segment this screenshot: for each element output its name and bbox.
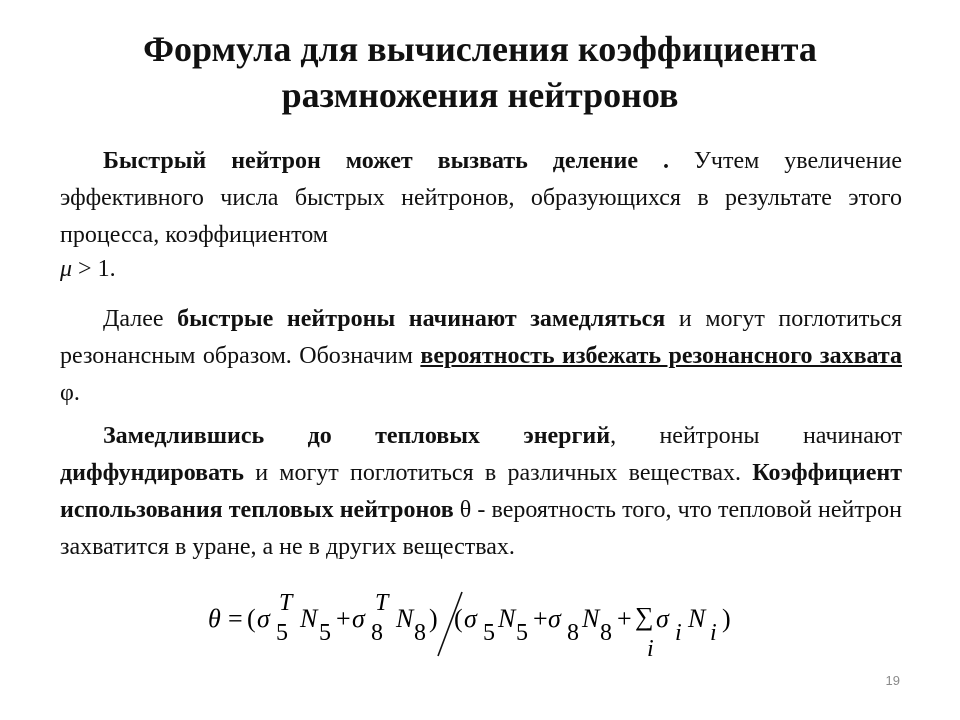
f-sum: ∑ bbox=[635, 602, 654, 631]
f-sup-T-1: T bbox=[279, 590, 293, 616]
f-sub-8-3: 8 bbox=[567, 620, 579, 646]
f-N-4: N bbox=[582, 604, 600, 633]
f-sub-i-1: i bbox=[675, 620, 682, 646]
f-sigma-1: σ bbox=[257, 604, 270, 633]
f-sub-8-4: 8 bbox=[600, 620, 612, 646]
resonance-escape-probability: вероятность избежать резонансного захвата bbox=[420, 343, 902, 369]
thermal-text-3: - вероятность того, что тепловой нейтрон захватится в уране, а не в других веществах. bbox=[60, 497, 903, 560]
thermal-text-1: , нейтроны начинают bbox=[610, 423, 902, 449]
paragraph-thermal bbox=[60, 418, 902, 566]
f-sum-index-i: i bbox=[647, 636, 654, 662]
thermal-bold-3: Коэффициент использования тепловых нейтронов bbox=[60, 460, 902, 523]
f-sub-8-1: 8 bbox=[371, 620, 383, 646]
f-sub-i-2: i bbox=[710, 620, 717, 646]
thermal-bold-1: Замедлившись до тепловых энергий bbox=[103, 423, 611, 449]
mu-coefficient bbox=[60, 256, 116, 283]
theta-symbol-inline: θ bbox=[453, 497, 472, 523]
f-plus-2: + bbox=[533, 604, 548, 633]
thermal-bold-2: диффундировать bbox=[60, 460, 244, 486]
f-rparen-2: ) bbox=[722, 604, 731, 633]
thermal-text-2: и могут поглотиться в различных веществах. bbox=[243, 460, 753, 486]
f-rparen-1: ) bbox=[429, 604, 438, 633]
f-theta: θ bbox=[208, 604, 221, 633]
moderation-text-1: Далее bbox=[103, 306, 178, 332]
paragraph-fast-neutron bbox=[60, 143, 902, 254]
mu-symbol: μ bbox=[60, 256, 73, 282]
f-lparen-2: ( bbox=[454, 604, 463, 633]
fast-neutron-lead: Быстрый нейтрон может вызвать деление . bbox=[103, 148, 669, 174]
f-N-5: N bbox=[688, 604, 706, 633]
f-plus-1: + bbox=[336, 604, 351, 633]
f-N-3: N bbox=[498, 604, 516, 633]
f-sigma-3: σ bbox=[464, 604, 477, 633]
f-N-2: N bbox=[396, 604, 414, 633]
page-number: 19 bbox=[885, 673, 900, 688]
f-sub-8-2: 8 bbox=[414, 620, 426, 646]
f-sub-5-4: 5 bbox=[516, 620, 528, 646]
mu-period: . bbox=[109, 256, 116, 282]
formula-svg bbox=[200, 582, 760, 662]
fast-neutron-text: Учтем увеличение эффективного числа быстрых нейтронов, образующихся в результате этого процесса, коэффициентом bbox=[60, 148, 902, 248]
title-line-2: размножения нейтронов bbox=[281, 75, 679, 115]
f-sub-5-3: 5 bbox=[483, 620, 495, 646]
moderation-bold: быстрые нейтроны начинают замедляться bbox=[177, 306, 666, 332]
moderation-text-3: φ. bbox=[60, 380, 80, 406]
f-eq: = bbox=[228, 604, 243, 633]
mu-relation: > 1 bbox=[72, 256, 110, 282]
f-sigma-2: σ bbox=[352, 604, 365, 633]
title-line-1: Формула для вычисления коэффициента bbox=[143, 29, 817, 69]
f-N-1: N bbox=[300, 604, 318, 633]
f-plus-3: + bbox=[617, 604, 632, 633]
slide-title bbox=[40, 26, 920, 118]
f-sub-5-2: 5 bbox=[319, 620, 331, 646]
paragraph-moderation bbox=[60, 301, 902, 412]
f-lparen-1: ( bbox=[247, 604, 256, 633]
f-sup-T-2: T bbox=[375, 590, 389, 616]
moderation-text-2: и могут поглотиться резонансным образом. Обозначим bbox=[60, 306, 903, 369]
theta-formula bbox=[200, 582, 760, 662]
f-sub-5-1: 5 bbox=[276, 620, 288, 646]
f-sigma-4: σ bbox=[548, 604, 561, 633]
f-sigma-5: σ bbox=[656, 604, 669, 633]
